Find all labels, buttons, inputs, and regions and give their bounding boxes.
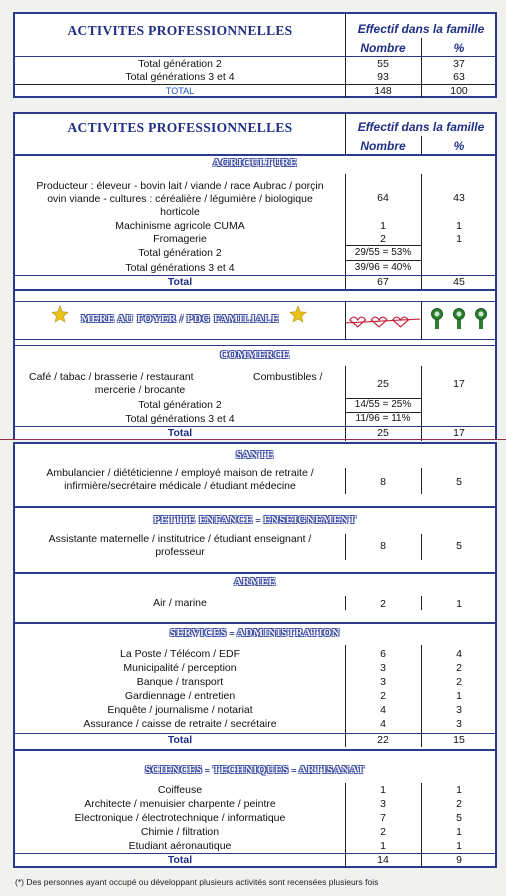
commerce-total-p: 17 bbox=[453, 427, 465, 439]
sciences-row-n: 3 bbox=[380, 798, 386, 810]
agriculture-p: 43 bbox=[453, 192, 465, 204]
petite-enfance-heading: PETITE ENFANCE - ENSEIGNEMENT bbox=[153, 515, 357, 526]
commerce-gen2-label: Total génération 2 bbox=[138, 399, 222, 411]
summary-row-label: Total générations 3 et 4 bbox=[125, 71, 235, 83]
summary-title: ACTIVITES PROFESSIONNELLES bbox=[67, 23, 293, 38]
services-row-p: 3 bbox=[456, 704, 462, 716]
mere-heading: MERE AU FOYER / PDG FAMILIALE bbox=[80, 314, 280, 325]
services-row-label: Banque / transport bbox=[136, 676, 224, 688]
agriculture-gen2-label: Total génération 2 bbox=[138, 247, 222, 259]
agriculture-line: horticole bbox=[160, 206, 200, 218]
sciences-row-label: Architecte / menuisier charpente / peintre bbox=[84, 798, 276, 810]
summary-total-p: 100 bbox=[450, 85, 468, 97]
armee-p: 1 bbox=[456, 598, 462, 610]
commerce-line: Café / tabac / brasserie / restaurant bbox=[29, 371, 194, 383]
services-heading: SERVICES - ADMINISTRATION bbox=[169, 628, 341, 639]
commerce-n: 25 bbox=[377, 378, 389, 390]
armee-heading: ARMEE bbox=[233, 577, 277, 588]
summary-effectif-header: Effectif dans la famille bbox=[357, 22, 485, 36]
sciences-row-n: 2 bbox=[380, 826, 386, 838]
page-divider bbox=[0, 439, 506, 440]
agriculture-row-n: 1 bbox=[380, 220, 386, 232]
petite-enfance-line: professeur bbox=[155, 546, 205, 558]
services-row-label: La Poste / Télécom / EDF bbox=[119, 648, 241, 660]
sciences-total-label: Total bbox=[167, 854, 193, 866]
agriculture-gen34-label: Total générations 3 et 4 bbox=[125, 262, 235, 274]
services-row-n: 4 bbox=[380, 704, 386, 716]
commerce-total-n: 25 bbox=[377, 427, 389, 439]
agriculture-gen2-n: 29/55 = 53% bbox=[354, 247, 412, 258]
detail-title: ACTIVITES PROFESSIONNELLES bbox=[67, 120, 293, 135]
services-row-n: 3 bbox=[380, 676, 386, 688]
sciences-row-p: 1 bbox=[456, 784, 462, 796]
commerce-gen2-n: 14/55 = 25% bbox=[354, 399, 412, 410]
sante-line: Ambulancier / diététicienne / employé maison de retraite / bbox=[46, 467, 314, 479]
sciences-row-p: 2 bbox=[456, 798, 462, 810]
sciences-total-n: 14 bbox=[377, 854, 389, 866]
armee-line: Air / marine bbox=[153, 597, 207, 609]
sante-heading: SANTE bbox=[235, 450, 274, 461]
agriculture-n: 64 bbox=[377, 192, 389, 204]
hearts-icon bbox=[346, 310, 420, 330]
sante-line: infirmière/secrétaire médicale / étudiant médecine bbox=[64, 480, 296, 492]
summary-total-n: 148 bbox=[374, 85, 392, 97]
services-row-p: 2 bbox=[456, 676, 462, 688]
services-row-p: 4 bbox=[456, 648, 462, 660]
medal-icon bbox=[475, 307, 487, 329]
agriculture-row-label: Fromagerie bbox=[153, 233, 207, 245]
detail-effectif-header: Effectif dans la famille bbox=[357, 120, 485, 134]
sante-p: 5 bbox=[456, 476, 462, 488]
commerce-gen34-n: 11/96 = 11% bbox=[355, 413, 411, 424]
agriculture-gen34-n: 39/96 = 40% bbox=[354, 262, 412, 273]
agriculture-line: Producteur : éleveur - bovin lait / viande / race Aubrac / porçin bbox=[36, 180, 324, 192]
sciences-row-n: 1 bbox=[380, 784, 386, 796]
services-row-n: 6 bbox=[380, 648, 386, 660]
services-row-label: Gardiennage / entretien bbox=[124, 690, 236, 702]
sciences-row-label: Chimie / filtration bbox=[140, 826, 220, 838]
summary-col-pct: % bbox=[453, 41, 465, 55]
petite-enfance-n: 8 bbox=[380, 540, 386, 552]
commerce-p: 17 bbox=[453, 378, 465, 390]
summary-row-p: 37 bbox=[453, 58, 465, 70]
services-total-n: 22 bbox=[377, 734, 389, 746]
services-row-label: Enquête / journalisme / notariat bbox=[107, 704, 253, 716]
sciences-row-p: 1 bbox=[456, 840, 462, 852]
commerce-total-label: Total bbox=[167, 427, 193, 439]
summary-table bbox=[13, 12, 497, 98]
services-row-p: 2 bbox=[456, 662, 462, 674]
detail-col-pct: % bbox=[453, 139, 465, 153]
detail-table bbox=[13, 112, 497, 439]
summary-row-p: 63 bbox=[453, 71, 465, 83]
services-total-label: Total bbox=[167, 734, 193, 746]
services-row-n: 4 bbox=[380, 718, 386, 730]
detail-table-continued bbox=[13, 442, 497, 868]
sciences-heading: SCIENCES - TECHNIQUES - ARTISANAT bbox=[145, 765, 365, 776]
summary-row-label: Total génération 2 bbox=[138, 58, 222, 70]
commerce-gen34-label: Total générations 3 et 4 bbox=[125, 413, 235, 425]
summary-col-nombre: Nombre bbox=[360, 41, 406, 55]
sciences-row-n: 7 bbox=[380, 812, 386, 824]
agriculture-heading: AGRICULTURE bbox=[212, 158, 298, 169]
commerce-heading: COMMERCE bbox=[220, 350, 290, 361]
petite-enfance-line: Assistante maternelle / institutrice / étudiant enseignant / bbox=[48, 533, 312, 545]
sciences-row-p: 5 bbox=[456, 812, 462, 824]
agriculture-total-label: Total bbox=[167, 276, 193, 288]
commerce-line: Combustibles / bbox=[253, 371, 323, 383]
agriculture-total-p: 45 bbox=[453, 276, 465, 288]
sciences-row-label: Coiffeuse bbox=[157, 784, 203, 796]
services-row-p: 1 bbox=[456, 690, 462, 702]
agriculture-line: ovin viande - cultures : céréalière / légumière / biologique bbox=[47, 193, 313, 205]
star-icon bbox=[289, 304, 307, 324]
armee-n: 2 bbox=[380, 598, 386, 610]
agriculture-total-n: 67 bbox=[377, 276, 389, 288]
sante-n: 8 bbox=[380, 476, 386, 488]
services-row-n: 2 bbox=[380, 690, 386, 702]
agriculture-row-p: 1 bbox=[456, 233, 462, 245]
services-row-label: Municipalité / perception bbox=[123, 662, 237, 674]
medal-icon bbox=[431, 307, 443, 329]
agriculture-row-n: 2 bbox=[380, 233, 386, 245]
agriculture-row-p: 1 bbox=[456, 220, 462, 232]
summary-total-label: TOTAL bbox=[165, 86, 195, 96]
sciences-total-p: 9 bbox=[456, 854, 462, 866]
summary-row-n: 93 bbox=[377, 71, 389, 83]
sciences-row-label: Electronique / électrotechnique / informatique bbox=[74, 812, 286, 824]
petite-enfance-p: 5 bbox=[456, 540, 462, 552]
agriculture-row-label: Machinisme agricole CUMA bbox=[115, 220, 245, 232]
medal-icon bbox=[453, 307, 465, 329]
sciences-row-label: Etudiant aéronautique bbox=[128, 840, 232, 852]
summary-row-n: 55 bbox=[377, 58, 389, 70]
services-total-p: 15 bbox=[453, 734, 465, 746]
services-row-n: 3 bbox=[380, 662, 386, 674]
services-row-p: 3 bbox=[456, 718, 462, 730]
footnote: (*) Des personnes ayant occupé ou développant plusieurs activités sont recensées plusieurs fois bbox=[15, 877, 379, 887]
commerce-line: mercerie / brocante bbox=[94, 384, 186, 396]
detail-col-nombre: Nombre bbox=[360, 139, 406, 153]
sciences-row-p: 1 bbox=[456, 826, 462, 838]
sciences-row-n: 1 bbox=[380, 840, 386, 852]
services-row-label: Assurance / caisse de retraite / secrétaire bbox=[83, 718, 277, 730]
